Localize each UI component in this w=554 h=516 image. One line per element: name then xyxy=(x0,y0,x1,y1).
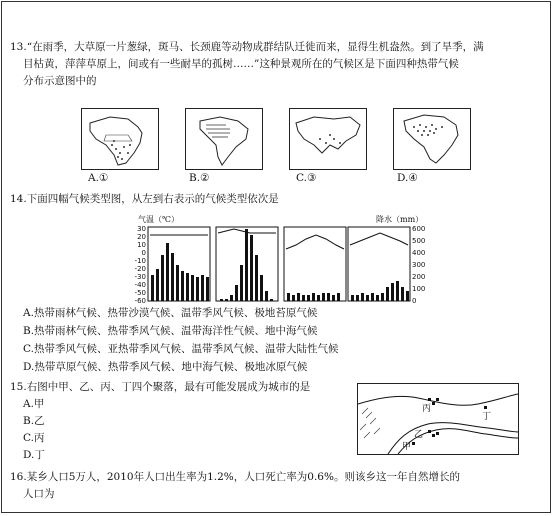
tick-left-6: -30 xyxy=(134,273,146,281)
settlement-bing-label: 丙 xyxy=(422,404,432,414)
tick-right-6: 0 xyxy=(412,297,417,305)
tick-left-0: 30 xyxy=(137,225,146,233)
asia-map xyxy=(290,109,366,169)
tick-right-4: 200 xyxy=(412,273,426,281)
climate-charts xyxy=(128,225,438,305)
q15-option-b[interactable]: B.乙 xyxy=(23,415,45,427)
q14-option-d[interactable]: D.热带草原气候、热带季风气候、地中海气候、极地冰原气候 xyxy=(23,361,308,373)
q13-option-d[interactable]: D.④ xyxy=(397,172,418,184)
tick-left-9: -60 xyxy=(134,297,146,305)
q14-option-b[interactable]: B.热带雨林气候、热带季风气候、温带海洋性气候、地中海气候 xyxy=(23,325,318,337)
tick-left-5: -20 xyxy=(134,265,146,273)
q13-line1: 13.“在雨季，大草原一片葱绿，斑马、长颈鹿等动物成群结队迁徙而来，显得生机盎然。到了旱季，满 xyxy=(10,41,484,53)
tick-right-5: 100 xyxy=(412,285,426,293)
tick-left-7: -40 xyxy=(134,281,146,289)
map-option-1 xyxy=(81,108,159,170)
q13-option-a[interactable]: A.① xyxy=(88,172,109,184)
tick-right-2: 400 xyxy=(412,249,426,257)
tick-right-1: 500 xyxy=(412,237,426,245)
q13-line3: 分布示意图中的 xyxy=(23,75,97,87)
tick-left-2: 10 xyxy=(137,241,146,249)
q16-line1: 16.某乡人口5万人，2010年人口出生率为1.2%，人口死亡率为0.6%。则该乡这一年自然增长的 xyxy=(10,471,460,483)
q15-option-d[interactable]: D.丁 xyxy=(23,449,45,461)
africa-map-1 xyxy=(82,109,158,169)
map-option-4 xyxy=(393,108,471,170)
settlement-map xyxy=(357,383,519,455)
settlement-ding-label: 丁 xyxy=(482,412,492,422)
settlement-map-drawing xyxy=(358,384,518,454)
q16-line2: 人口为 xyxy=(23,488,55,500)
temp-axis-label: 气温（℃） xyxy=(138,215,179,224)
map-option-3 xyxy=(289,108,367,170)
q14-option-a[interactable]: A.热带雨林气候、热带沙漠气候、温带季风气候、极地苔原气候 xyxy=(23,307,318,319)
tick-right-0: 600 xyxy=(412,225,426,233)
q13-option-b[interactable]: B.② xyxy=(189,172,210,184)
tick-left-3: 0 xyxy=(141,249,146,257)
tick-left-1: 20 xyxy=(137,233,146,241)
map-option-2 xyxy=(185,108,263,170)
tick-left-8: -50 xyxy=(134,289,146,297)
q13-line2: 目枯黄，萍萍草原上，间或有一些耐旱的孤树……”这种景观所在的气候区是下面四种热带气候 xyxy=(23,58,459,70)
south-america-map xyxy=(186,109,262,169)
settlement-jia-label: 甲 xyxy=(402,442,412,452)
precip-axis-label: 降水（mm） xyxy=(376,215,424,224)
q15-option-c[interactable]: C.丙 xyxy=(23,432,45,444)
q13-option-c[interactable]: C.③ xyxy=(296,172,317,184)
settlement-yi-label: 乙 xyxy=(414,430,424,440)
africa-map-2 xyxy=(394,109,470,169)
q15-stem: 15.右图中甲、乙、丙、丁四个聚落，最有可能发展成为城市的是 xyxy=(10,381,311,393)
tick-right-3: 300 xyxy=(412,261,426,269)
q15-option-a[interactable]: A.甲 xyxy=(23,398,45,410)
q14-stem: 14.下面四幅气候类型图，从左到右表示的气候类型依次是 xyxy=(10,193,279,205)
tick-left-4: -10 xyxy=(134,257,146,265)
q14-option-c[interactable]: C.热带季风气候、亚热带季风气候、温带季风气候、温带大陆性气候 xyxy=(23,343,339,355)
